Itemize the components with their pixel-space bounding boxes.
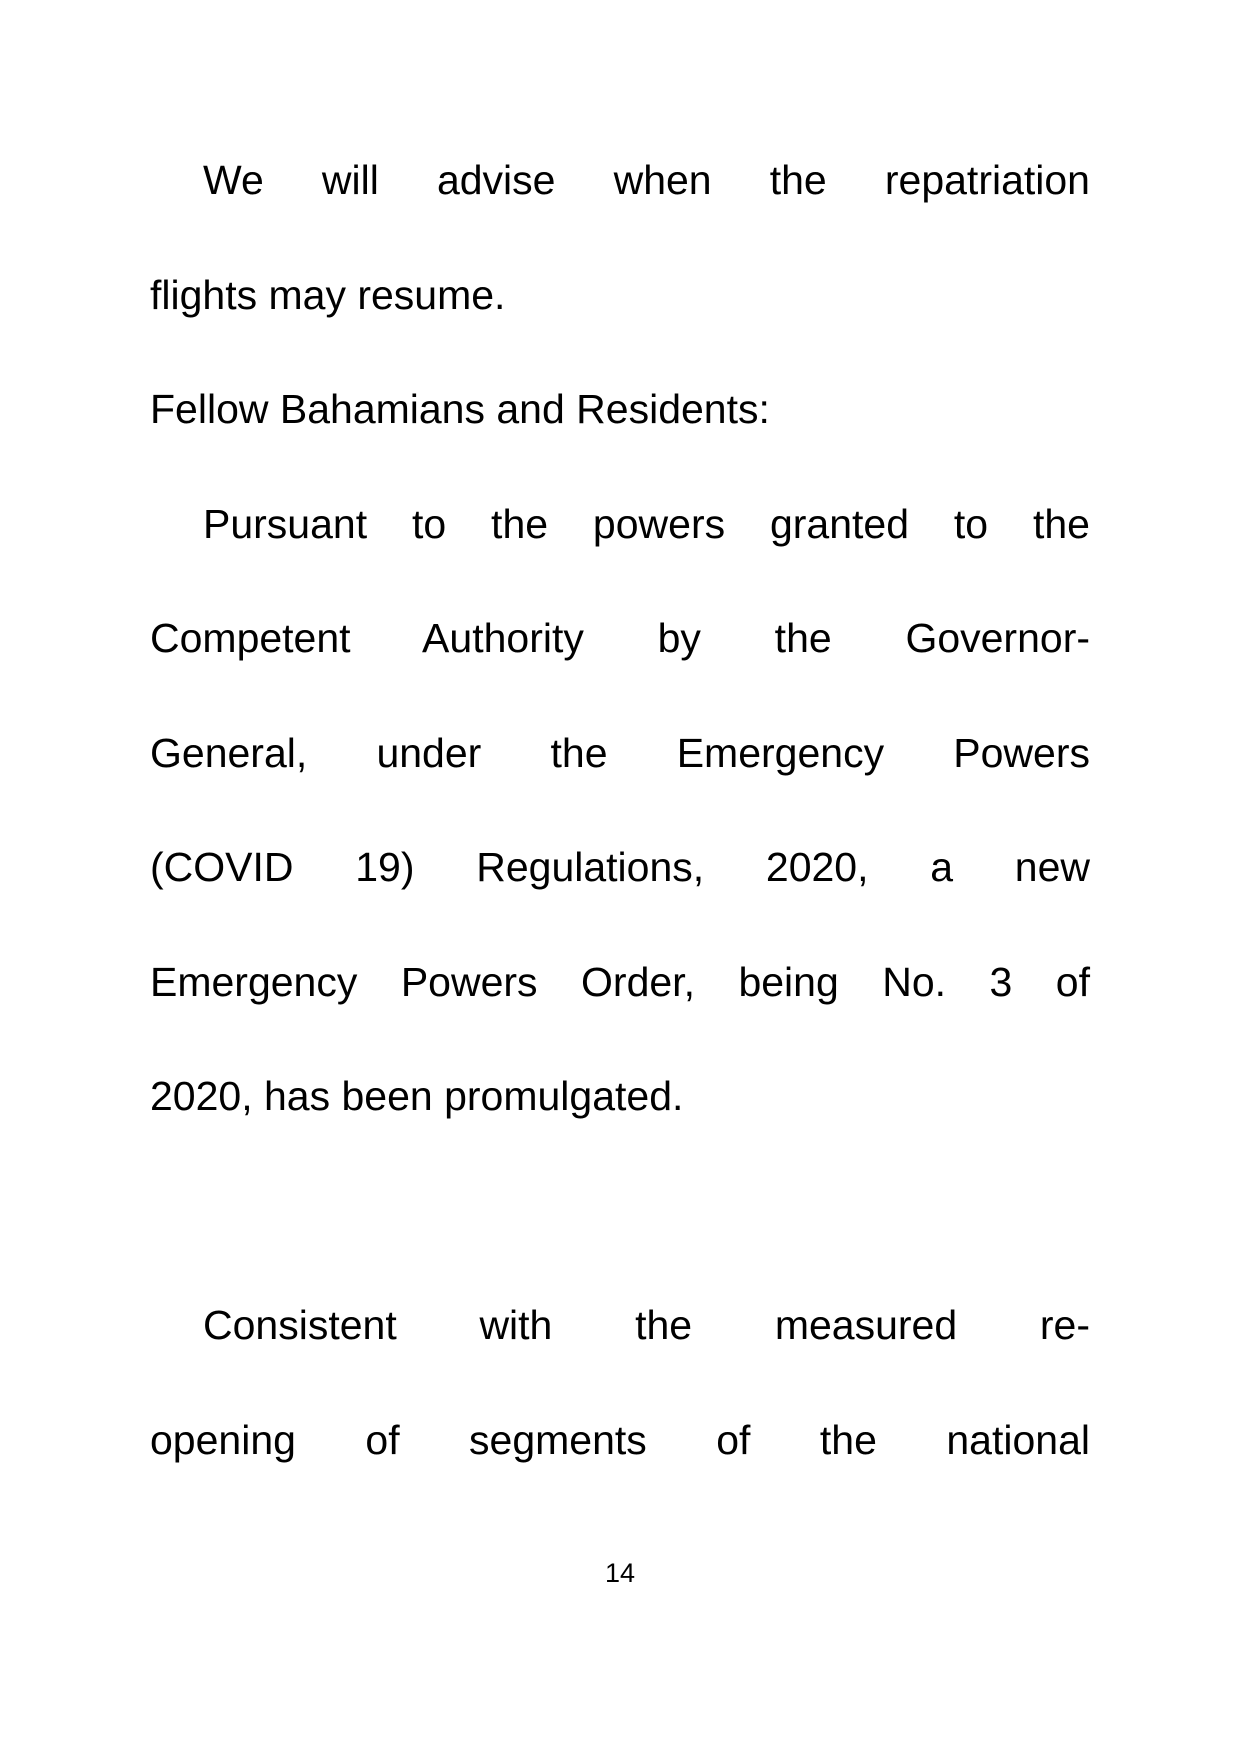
blank-line xyxy=(150,1154,1090,1269)
text-line: (COVID 19) Regulations, 2020, a new xyxy=(150,844,1090,890)
text-line: We will advise when the repatriation xyxy=(203,157,1090,203)
text-line: Competent Authority by the Governor- xyxy=(150,615,1090,661)
text-line: opening of segments of the national xyxy=(150,1416,1090,1463)
text-line: General, under the Emergency Powers xyxy=(150,729,1090,776)
text-line: flights may resume. xyxy=(150,271,506,318)
text-line: 2020, has been promulgated. xyxy=(150,1073,684,1119)
text-line: Pursuant to the powers granted to the xyxy=(203,500,1090,547)
page-number: 14 xyxy=(604,1558,636,1588)
text-line: Consistent with the measured re- xyxy=(203,1302,1090,1348)
text-line: Fellow Bahamians and Residents: xyxy=(150,386,770,432)
text-line: Emergency Powers Order, being No. 3 of xyxy=(150,958,1090,1005)
